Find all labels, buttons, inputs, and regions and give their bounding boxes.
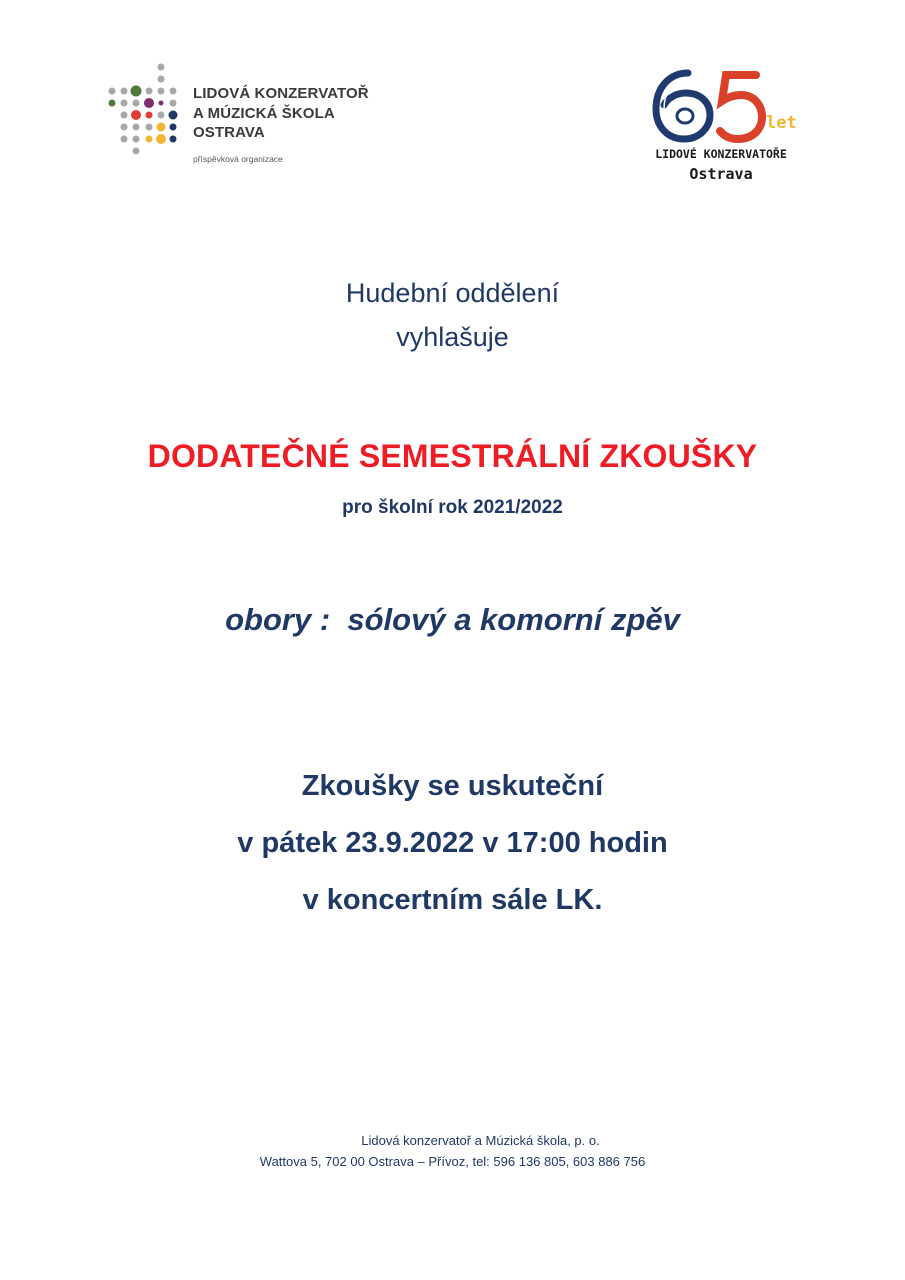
announces-text: vyhlašuje bbox=[396, 322, 509, 352]
exam-detail-line: Zkoušky se uskuteční bbox=[301, 770, 604, 802]
footer-address: Wattova 5, 702 00 Ostrava – Přívoz, tel: 596 136 805, 603 886 756 bbox=[259, 1154, 646, 1169]
school-logo-dots-icon bbox=[104, 62, 184, 162]
anniversary-line2: Ostrava bbox=[689, 165, 753, 183]
anniversary-logo bbox=[640, 65, 800, 195]
exam-venue-line: v koncertním sále LK. bbox=[302, 884, 603, 916]
anniversary-suffix: let bbox=[766, 113, 797, 133]
school-logo bbox=[104, 62, 404, 172]
school-name: LIDOVÁ KONZERVATOŘ A MÚZICKÁ ŠKOLA OSTRAVA bbox=[193, 85, 369, 141]
fields-of-study: obory : sólový a komorní zpěv bbox=[225, 602, 680, 637]
school-year: pro školní rok 2021/2022 bbox=[342, 497, 563, 518]
anniversary-65-icon bbox=[640, 65, 800, 145]
school-subtitle: příspěvková organizace bbox=[193, 154, 283, 164]
page-title: DODATEČNÉ SEMESTRÁLNÍ ZKOUŠKY bbox=[147, 438, 758, 474]
exam-date-line: v pátek 23.9.2022 v 17:00 hodin bbox=[237, 827, 668, 859]
department-heading: Hudební oddělení bbox=[345, 278, 560, 308]
footer-organization: Lidová konzervatoř a Múzická škola, p. o. bbox=[361, 1133, 600, 1148]
anniversary-line1: LIDOVÉ KONZERVATOŘE bbox=[655, 147, 787, 161]
